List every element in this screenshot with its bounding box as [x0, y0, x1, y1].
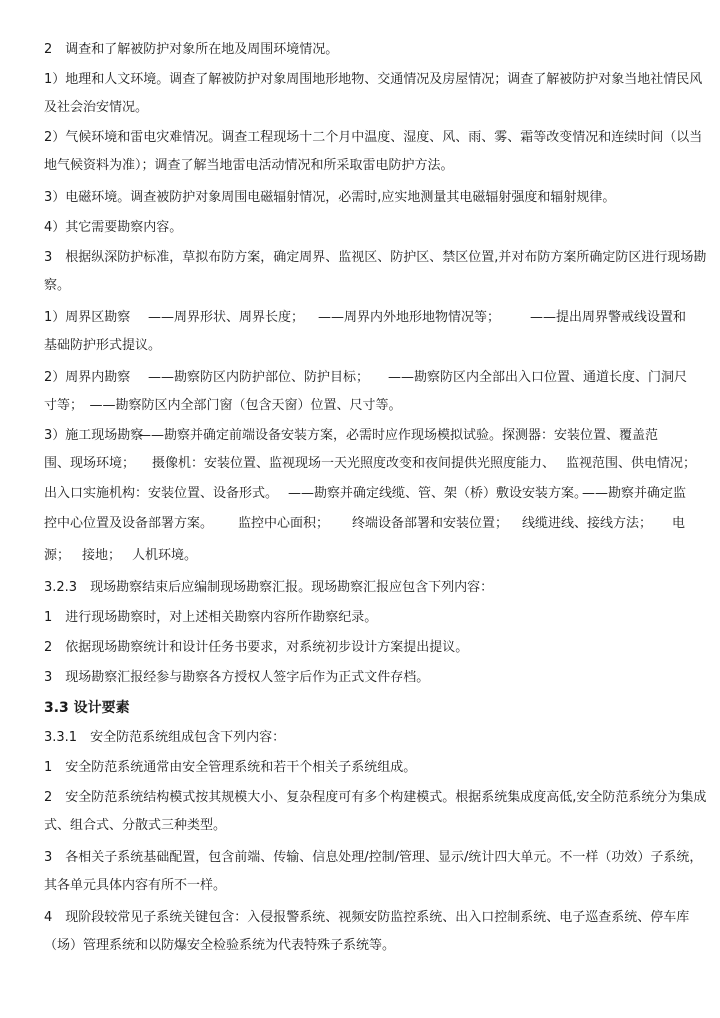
- text-segment: 3 现场勘察汇报经参与勘察各方授权人签字后作为正式文件存档。: [44, 670, 430, 685]
- text-line: [0, 542, 720, 570]
- text-segment: ——周界内外地形地物情况等；: [318, 310, 501, 325]
- text-segment: 2 依据现场勘察统计和设计任务书要求，对系统初步设计方案提出提议。: [44, 640, 469, 655]
- text-segment: 3 各相关子系统基础配置，包含前端、传输、信息处理/控制/管理、显示/统计四大单元。不一样（功效）子系统，: [44, 850, 703, 865]
- text-segment: 察。: [44, 278, 71, 293]
- text-segment: 出入口实施机构：安装位置、设备形式。: [44, 486, 279, 501]
- text-segment: 3.3.1 安全防范系统组成包含下列内容：: [44, 730, 286, 745]
- text-line: [0, 450, 720, 478]
- text-segment: 3.3 设计要素: [44, 700, 130, 716]
- text-line: [0, 754, 720, 782]
- text-line: [0, 844, 720, 872]
- text-segment: 及社会治安情况。: [44, 100, 149, 115]
- text-segment: 监视范围、供电情况；: [566, 456, 697, 471]
- text-segment: 1 进行现场勘察时，对上述相关勘察内容所作勘察纪录。: [44, 610, 378, 625]
- text-segment: 1 安全防范系统通常由安全管理系统和若干个相关子系统组成。: [44, 760, 417, 775]
- section-heading: [0, 694, 720, 722]
- text-line: [0, 634, 720, 662]
- text-segment: 基础防护形式提议。: [44, 338, 162, 353]
- text-line: [0, 392, 720, 420]
- text-line: [0, 784, 720, 812]
- text-segment: 2）气候环境和雷电灾难情况。调查工程现场十二个月中温度、湿度、风、雨、雾、霜等改变情况和连续时间（以当: [44, 130, 703, 145]
- text-segment: 3）电磁环境。调查被防护对象周围电磁辐射情况，必需时,应实地测量其电磁辐射强度和辐射规律。: [44, 190, 616, 205]
- text-segment: 线缆进线、接线方法；: [522, 516, 653, 531]
- text-line: [0, 510, 720, 538]
- text-segment: 人机环境。: [132, 548, 198, 563]
- text-segment: 摄像机：安装位置、监视现场一天光照度改变和夜间提供光照度能力、: [152, 456, 556, 471]
- text-segment: ——勘察防区内防护部位、防护目标；: [148, 370, 370, 385]
- text-line: [0, 422, 720, 450]
- text-line: [0, 66, 720, 94]
- text-segment: 电: [672, 516, 686, 531]
- text-segment: 终端设备部署和安装位置；: [352, 516, 509, 531]
- text-line: [0, 872, 720, 900]
- text-segment: 3.2.3 现场勘察结束后应编制现场勘察汇报。现场勘察汇报应包含下列内容：: [44, 580, 494, 595]
- text-line: [0, 94, 720, 122]
- text-segment: 围、现场环境；: [44, 456, 136, 471]
- text-segment: 寸等； ——勘察防区内全部门窗（包含天窗）位置、尺寸等。: [44, 398, 402, 413]
- text-segment: （场）管理系统和以防爆安全检验系统为代表特殊子系统等。: [44, 938, 396, 953]
- text-segment: ——勘察并确定线缆、管、架（桥）敷设安装方案。: [288, 486, 588, 501]
- text-line: [0, 364, 720, 392]
- text-segment: 式、组合式、分散式三种类型。: [44, 818, 227, 833]
- text-segment: 监控中心面积；: [238, 516, 330, 531]
- text-segment: 1）周界区勘察: [44, 310, 131, 325]
- text-line: [0, 574, 720, 602]
- text-segment: 地气候资料为准）；调查了解当地雷电活动情况和所采取雷电防护方法。: [44, 158, 454, 173]
- text-line: [0, 904, 720, 932]
- text-segment: 3 根据纵深防护标准，草拟布防方案，确定周界、监视区、防护区、禁区位置,并对布防方案所确定防区进行现场勘: [44, 250, 707, 265]
- text-line: [0, 932, 720, 960]
- text-segment: ——提出周界警戒线设置和: [530, 310, 687, 325]
- text-segment: 2 安全防范系统结构模式按其规模大小、复杂程度可有多个构建模式。根据系统集成度高低,安全防范系统分为集成: [44, 790, 707, 805]
- text-segment: 其各单元具体内容有所不一样。: [44, 878, 227, 893]
- text-line: [0, 272, 720, 300]
- text-line: [0, 332, 720, 360]
- text-segment: 源；: [44, 548, 71, 563]
- text-line: [0, 480, 720, 508]
- text-line: [0, 124, 720, 152]
- text-segment: 2 调查和了解被防护对象所在地及周围环境情况。: [44, 42, 339, 57]
- text-segment: ——勘察并确定监: [582, 486, 687, 501]
- text-segment: 2）周界内勘察: [44, 370, 131, 385]
- text-line: [0, 604, 720, 632]
- text-segment: ——周界形状、周界长度；: [148, 310, 305, 325]
- text-segment: 控中心位置及设备部署方案。: [44, 516, 214, 531]
- text-segment: 3）施工现场勘察: [44, 428, 144, 443]
- text-segment: 1）地理和人文环境。调查了解被防护对象周围地形地物、交通情况及房屋情况；调查了解被防护对象当地社情民风: [44, 72, 703, 87]
- text-line: [0, 36, 720, 64]
- text-segment: ——勘察防区内全部出入口位置、通道长度、门洞尺: [388, 370, 688, 385]
- text-line: [0, 812, 720, 840]
- text-line: [0, 664, 720, 692]
- text-segment: 接地；: [82, 548, 122, 563]
- text-segment: 4 现阶段较常见子系统关键包含：入侵报警系统、视频安防监控系统、出入口控制系统、电子巡查系统、停车库: [44, 910, 690, 925]
- text-segment: 4）其它需要勘察内容。: [44, 220, 183, 235]
- text-segment: ——勘察并确定前端设备安装方案，必需时应作现场模拟试验。: [138, 428, 503, 443]
- text-line: [0, 244, 720, 272]
- text-segment: 探测器：安装位置、覆盖范: [502, 428, 659, 443]
- text-line: [0, 724, 720, 752]
- text-line: [0, 184, 720, 212]
- text-line: [0, 214, 720, 242]
- text-line: [0, 304, 720, 332]
- text-line: [0, 152, 720, 180]
